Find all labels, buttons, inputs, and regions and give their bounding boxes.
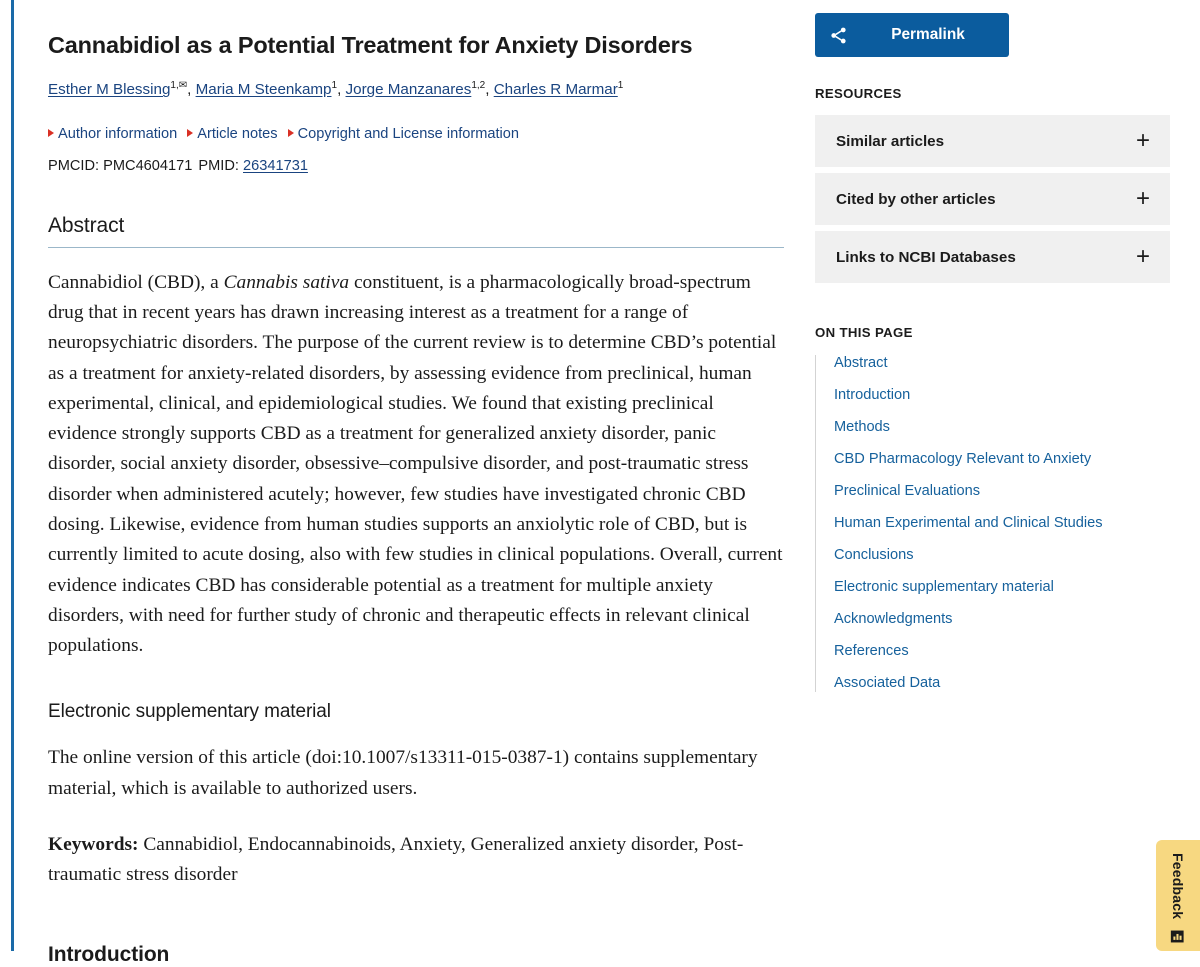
author-information-link[interactable]: [48, 126, 177, 142]
otp-item-associated-data[interactable]: Associated Data: [834, 675, 941, 692]
author-link-4[interactable]: Charles R Marmar: [493, 81, 618, 99]
article-identifiers: [48, 158, 784, 174]
abstract-italic-species: Cannabis sativa: [223, 271, 350, 293]
otp-item-preclinical-evaluations[interactable]: Preclinical Evaluations: [834, 483, 981, 500]
author-link-3[interactable]: Jorge Manzanares: [345, 81, 472, 99]
share-icon: [815, 26, 861, 45]
otp-item-acknowledgments[interactable]: Acknowledgments: [834, 611, 953, 628]
otp-item-introduction[interactable]: Introduction: [834, 387, 911, 404]
caret-right-icon: [48, 129, 54, 137]
author-affiliation-1: 1,: [170, 80, 179, 92]
author-affiliation-3: 1,2: [471, 80, 486, 92]
otp-item-electronic-supplementary-material[interactable]: Electronic supplementary material: [834, 579, 1054, 596]
article-notes-label: Article notes: [197, 125, 278, 142]
permalink-button-label: Permalink: [891, 26, 965, 43]
esm-paragraph: The online version of this article (doi:10.1007/s13311-015-0387-1) contains supplementary material, which is available to authorized users.: [48, 747, 758, 799]
right-sidebar: [815, 0, 1170, 692]
caret-right-icon: [288, 129, 294, 137]
article-notes-link[interactable]: [187, 126, 277, 142]
resources-title: RESOURCES: [815, 86, 902, 101]
author-information-label: Author information: [58, 125, 178, 142]
author-affiliation-2: 1: [331, 80, 338, 92]
author-list: Esther M Blessing$^{1,✉}$, Maria M Steenkamp$^1$, Jorge Manzanares$^{1,2}$, Charles R Marmar$^1$: [48, 80, 624, 99]
feedback-label: Feedback: [1170, 853, 1186, 920]
feedback-tab[interactable]: [1156, 840, 1200, 951]
permalink-button[interactable]: [815, 13, 1009, 57]
accordion-cited-by-other-articles[interactable]: [815, 173, 1170, 225]
author-link-1[interactable]: Esther M Blessing: [48, 81, 171, 99]
accordion-similar-articles[interactable]: [815, 115, 1170, 167]
otp-item-abstract[interactable]: Abstract: [834, 355, 888, 371]
on-this-page-title: ON THIS PAGE: [815, 325, 913, 340]
plus-icon[interactable]: +: [1135, 127, 1150, 154]
page-title: Cannabidiol as a Potential Treatment for Anxiety Disorders: [48, 32, 693, 58]
plus-icon[interactable]: +: [1135, 185, 1150, 212]
bar-chart-icon: [1170, 928, 1187, 949]
keywords-label: Keywords:: [48, 834, 139, 856]
otp-item-conclusions[interactable]: Conclusions: [834, 547, 914, 564]
plus-icon[interactable]: +: [1135, 243, 1150, 270]
keywords-value: Cannabidiol, Endocannabinoids, Anxiety, Generalized anxiety disorder, Post-traumatic stress disorder: [48, 834, 744, 886]
on-this-page-nav: [815, 355, 1170, 692]
abstract-heading: Abstract: [48, 174, 784, 248]
accordion-links-to-ncbi-databases[interactable]: [815, 231, 1170, 283]
author-separator-3: ,: [485, 81, 490, 99]
otp-item-cbd-pharmacology[interactable]: CBD Pharmacology Relevant to Anxiety: [834, 451, 1092, 468]
author-separator-2: ,: [337, 81, 342, 99]
otp-item-methods[interactable]: Methods: [834, 419, 890, 436]
accordion-label: Similar articles: [836, 132, 945, 150]
resources-accordion-list: [815, 115, 1170, 283]
article-main-column: [48, 0, 784, 891]
copyright-license-link[interactable]: [288, 126, 519, 142]
author-link-2[interactable]: Maria M Steenkamp: [195, 81, 332, 99]
caret-right-icon: [187, 129, 193, 137]
otp-item-references[interactable]: References: [834, 643, 909, 660]
accordion-label: Cited by other articles: [836, 190, 996, 208]
abstract-text-part-1: Cannabidiol (CBD), a: [48, 271, 224, 293]
keywords-paragraph: [48, 804, 784, 891]
author-affiliation-4: 1: [617, 80, 624, 92]
copyright-license-label: Copyright and License information: [297, 125, 520, 142]
pmid-link[interactable]: 26341731: [243, 157, 308, 174]
left-blue-rail: [11, 0, 14, 951]
author-separator-1: ,: [187, 81, 192, 99]
introduction-heading: Introduction: [48, 943, 170, 967]
abstract-text-part-2: constituent, is a pharmacologically broad-spectrum drug that in recent years has drawn increasing interest as a treatment for a range of neuropsychiatric disorders. The purpose of the current review is to determine CBD’s potential as a treatment for anxiety-related disorders, by assessing evidence from preclinical, human experimental, clinical, and epidemiological studies. We found that existing preclinical evidence strongly supports CBD as a treatment for generalized anxiety disorder, panic disorder, social anxiety disorder, obsessive–compulsive disorder, and post-traumatic stress disorder when administered acutely; however, few studies have investigated chronic CBD dosing. Likewise, evidence from human studies supports an anxiolytic role of CBD, but is currently limited to acute dosing, also with few studies in clinical populations. Overall, current evidence indicates CBD has considerable potential as a treatment for multiple anxiety disorders, with need for further study of chronic and therapeutic effects in relevant clinical populations.: [48, 271, 783, 657]
abstract-paragraph: [48, 248, 784, 662]
article-meta-links: [48, 125, 784, 144]
otp-item-human-experimental[interactable]: Human Experimental and Clinical Studies: [834, 515, 1103, 532]
esm-heading: Electronic supplementary material: [48, 701, 331, 723]
accordion-label: Links to NCBI Databases: [836, 248, 1016, 266]
pmcid-label: PMCID:: [48, 157, 100, 174]
pmcid-value: PMC4604171: [103, 157, 193, 174]
pmid-label: PMID:: [198, 157, 239, 174]
